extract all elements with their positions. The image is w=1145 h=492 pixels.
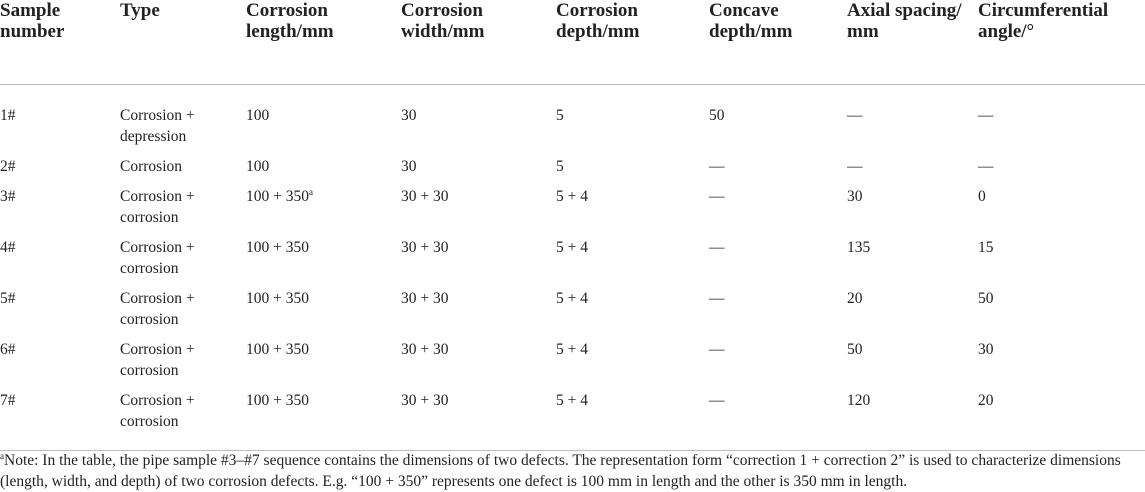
header-type: Type (120, 0, 246, 85)
table-row (0, 237, 1145, 288)
table-row (0, 288, 1145, 339)
cell-circumferential-angle: 50 (978, 290, 994, 307)
header-row (0, 0, 1145, 85)
cell-corrosion-width: 30 + 30 (401, 390, 556, 451)
cell-corrosion-width: 30 + 30 (401, 188, 449, 205)
cell-corrosion-length: 100 + 350 (246, 239, 309, 256)
cell-corrosion-depth: 5 + 4 (556, 290, 588, 307)
cell-corrosion-length: 100 + 350 (246, 290, 309, 307)
table-row (0, 85, 1145, 157)
table-footnote (0, 450, 1145, 492)
cell-corrosion-length: 100 + 350 (246, 390, 401, 451)
cell-concave-depth: — (709, 290, 725, 307)
cell-sample-number: 2# (0, 158, 16, 175)
table-row (0, 156, 1145, 186)
cell-axial-spacing: 20 (847, 290, 863, 307)
cell-sample-number: 5# (0, 290, 16, 307)
cell-corrosion-depth: 5 + 4 (556, 341, 588, 358)
cell-corrosion-length: 100 (246, 158, 270, 175)
cell-circumferential-angle: 30 (978, 341, 994, 358)
cell-type: Corrosion + corrosion (120, 341, 195, 379)
cell-corrosion-depth: 5 (556, 158, 564, 175)
header-sample-number: Sample number (0, 0, 120, 85)
cell-sample-number: 7# (0, 390, 120, 451)
cell-concave-depth: — (709, 390, 847, 451)
cell-axial-spacing: 50 (847, 341, 863, 358)
header-circumferential-angle: Circumferential angle/° (978, 0, 1145, 85)
cell-sample-number: 6# (0, 341, 16, 358)
cell-axial-spacing: — (847, 158, 863, 175)
cell-circumferential-angle: 20 (978, 390, 1145, 451)
cell-type: Corrosion (120, 158, 182, 175)
cell-type: Corrosion + depression (120, 107, 195, 145)
cell-corrosion-depth: 5 (556, 107, 564, 124)
header-axial-spacing: Axial spacing/ mm (847, 0, 978, 85)
cell-corrosion-length: 100 (246, 107, 270, 124)
cell-type: Corrosion + corrosion (120, 390, 246, 451)
cell-axial-spacing: 135 (847, 239, 871, 256)
table-row (0, 390, 1145, 451)
header-corrosion-depth: Corrosion depth/mm (556, 0, 709, 85)
table-row (0, 186, 1145, 237)
cell-sample-number: 4# (0, 239, 16, 256)
cell-corrosion-length-value: 100 + 350 (246, 188, 309, 205)
cell-circumferential-angle: — (978, 107, 994, 124)
cell-axial-spacing: 30 (847, 188, 863, 205)
cell-concave-depth: 50 (709, 107, 725, 124)
cell-corrosion-width: 30 + 30 (401, 290, 449, 307)
cell-type: Corrosion + corrosion (120, 290, 195, 328)
cell-corrosion-width: 30 + 30 (401, 239, 449, 256)
cell-corrosion-depth: 5 + 4 (556, 390, 709, 451)
cell-type: Corrosion + corrosion (120, 239, 195, 277)
cell-axial-spacing: 120 (847, 390, 978, 451)
cell-axial-spacing: — (847, 107, 863, 124)
header-concave-depth: Concave depth/mm (709, 0, 847, 85)
cell-corrosion-length: 100 + 350 (246, 341, 309, 358)
header-corrosion-width: Corrosion width/mm (401, 0, 556, 85)
cell-concave-depth: — (709, 239, 725, 256)
cell-corrosion-width: 30 + 30 (401, 341, 449, 358)
table-row (0, 339, 1145, 390)
header-corrosion-length: Corrosion length/mm (246, 0, 401, 85)
cell-concave-depth: — (709, 158, 725, 175)
cell-corrosion-length (246, 186, 401, 237)
footnote-text: Note: In the table, the pipe sample #3–#7 sequence contains the dimensions of two defects. The representation form “correction 1 + correction 2” is used to characterize dimensions (length, width, and depth) of two corrosion defects. E.g. “100 + 350” represents one defect is 100 mm in length and the other is 350 mm in length. (0, 452, 1121, 490)
footnote-marker: a (0, 450, 4, 461)
cell-corrosion-depth: 5 + 4 (556, 239, 588, 256)
cell-corrosion-width: 30 (401, 107, 417, 124)
cell-concave-depth: — (709, 341, 725, 358)
cell-corrosion-width: 30 (401, 158, 417, 175)
footnote-marker: a (309, 186, 313, 197)
cell-concave-depth: — (709, 188, 725, 205)
cell-sample-number: 3# (0, 188, 16, 205)
cell-circumferential-angle: — (978, 158, 994, 175)
cell-corrosion-depth: 5 + 4 (556, 188, 588, 205)
cell-type: Corrosion + corrosion (120, 188, 195, 226)
cell-sample-number: 1# (0, 107, 16, 124)
cell-circumferential-angle: 0 (978, 188, 986, 205)
cell-circumferential-angle: 15 (978, 239, 994, 256)
